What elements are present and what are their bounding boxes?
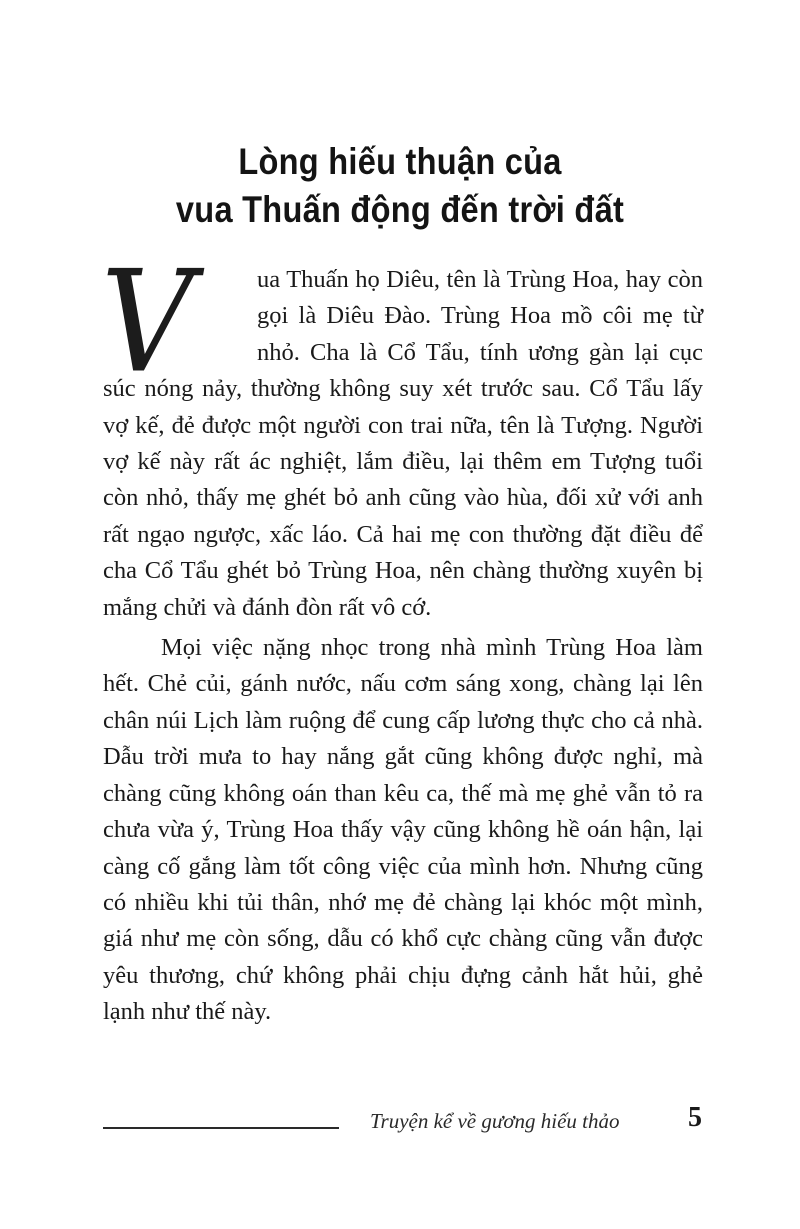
paragraph-1 bbox=[101, 240, 703, 626]
page-footer bbox=[0, 1100, 800, 1150]
paragraph-1-text: ua Thuấn họ Diêu, tên là Trùng Hoa, hay còn gọi là Diêu Đào. Trùng Hoa mồ côi mẹ từ nhỏ. Cha là Cổ Tẩu, tính ương gàn lại cục súc nóng nảy, thường không suy xét trước sau. Cổ Tẩu lấy vợ kế, đẻ được một người con trai nữa, tên là Tượng. Người vợ kế này rất ác nghiệt, lắm điều, lại thêm em Tượng tuổi còn nhỏ, thấy mẹ ghét bỏ anh cũng vào hùa, đối xử với anh rất ngạo ngược, xấc láo. Cả hai mẹ con thường đặt điều để cha Cổ Tẩu ghét bỏ Trùng Hoa, nên chàng thường xuyên bị mắng chửi và đánh đòn rất vô cớ. bbox=[103, 266, 703, 621]
running-footer-title: Truyện kể về gương hiếu thảo bbox=[370, 1109, 620, 1133]
body-text bbox=[101, 240, 703, 1031]
chapter-title bbox=[48, 138, 752, 234]
footer-rule bbox=[103, 1127, 339, 1129]
chapter-title-line-1: Lòng hiếu thuận của bbox=[238, 141, 562, 182]
paragraph-2: Mọi việc nặng nhọc trong nhà mình Trùng Hoa làm hết. Chẻ củi, gánh nước, nấu cơm sáng xong, chàng lại lên chân núi Lịch làm ruộng để cung cấp lương thực cho cả nhà. Dẫu trời mưa to hay nắng gắt cũng không được nghỉ, mà chàng cũng không oán than kêu ca, thế mà mẹ ghẻ vẫn tỏ ra chưa vừa ý, Trùng Hoa thấy vậy cũng không hề oán hận, lại càng cố gắng làm tốt công việc của mình hơn. Nhưng cũng có nhiều khi tủi thân, nhớ mẹ đẻ chàng lại khóc một mình, giá như mẹ còn sống, dẫu có khổ cực chàng cũng vẫn được yêu thương, chứ không phải chịu đựng cảnh hắt hủi, ghẻ lạnh như thế này. bbox=[103, 634, 703, 1026]
chapter-title-line-2: vua Thuấn động đến trời đất bbox=[175, 189, 625, 230]
drop-cap: V bbox=[101, 240, 194, 405]
page-number: 5 bbox=[688, 1102, 702, 1133]
